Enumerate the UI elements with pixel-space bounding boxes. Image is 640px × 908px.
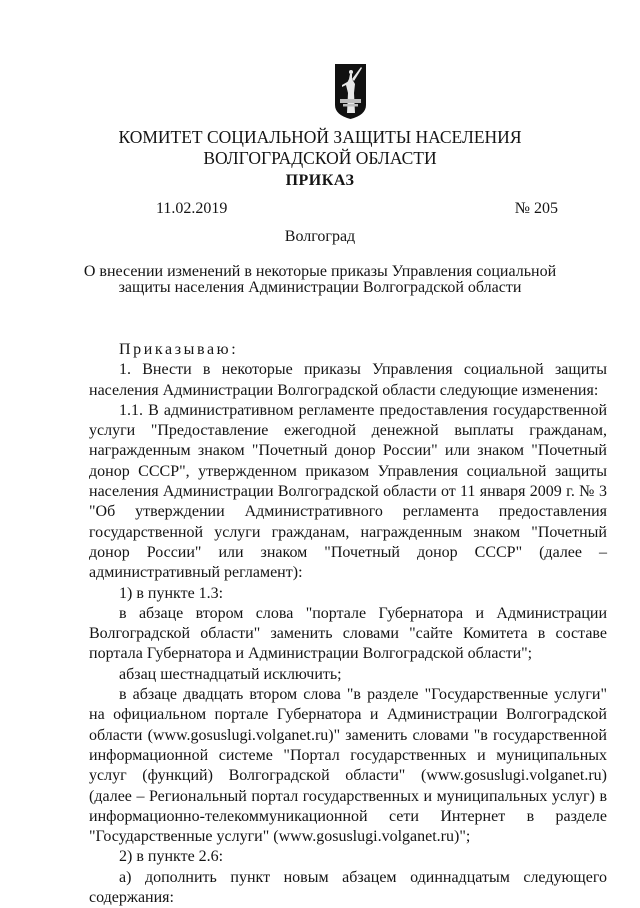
paragraph: в абзаце двадцать втором слова "в разделе "Государственные услуги" на официальном портале Губернатора и Администрации Волгоградской области (www.gosuslugi.volganet.ru)" заменить словами "в государственной информационной системе "Портал государственных и муниципальных услуг (функций) Волгоградской области" (www.gosuslugi.volganet.ru) (далее – Региональный портал государственных и муниципальных услуг) в информационно-телекоммуникационной сети Интернет в разделе "Государственные услуги" (www.gosuslugi.volganet.ru)"; [89,686,607,846]
volgograd-coat-of-arms-icon [334,63,367,120]
paragraph: а) дополнить пункт новым абзацем одиннадцатым следующего содержания: [89,868,607,907]
city-name: Волгоград [284,228,356,245]
order-date: 11.02.2019 [156,200,228,217]
order-number: № 205 [514,200,558,217]
subject-line-2: защиты населения Администрации Волгоградской области [118,279,522,296]
order-body [89,340,607,908]
org-name-line-2: ВОЛГОГРАДСКОЙ ОБЛАСТИ [203,148,437,168]
paragraph: 1.1. В административном регламенте предоставления государственной услуги "Предоставление ежегодной денежной выплаты гражданам, награжденным знаком "Почетный донор России" или знаком "Почетный донор СССР", утвержденном приказом Управления социальной защиты населения Администрации Волгоградской области от 11 января 2009 г. № 3 "Об утверждении Административного регламента предоставления государственной услуги гражданам, награжденным знаком "Почетный донор России" или знаком "Почетный донор СССР" (далее – административный регламент): [89,401,607,582]
paragraph: абзац шестнадцатый исключить; [119,665,342,683]
paragraph: 2) в пункте 2.6: [119,848,224,866]
subject-line-1: О внесении изменений в некоторые приказы Управления социальной [83,263,557,280]
paragraph: 1) в пункте 1.3: [119,584,224,602]
document-type-title: ПРИКАЗ [285,172,355,189]
paragraph: 1. Внести в некоторые приказы Управления социальной защиты населения Администрации Волгоградской области следующие изменения: [89,361,607,399]
order-verb: Приказываю: [119,341,239,358]
paragraph: в абзаце втором слова "портале Губернатора и Администрации Волгоградской области" заменить словами "сайте Комитета в составе портала Губернатора и Администрации Волгоградской области"; [89,604,607,663]
org-name-line-1: КОМИТЕТ СОЦИАЛЬНОЙ ЗАЩИТЫ НАСЕЛЕНИЯ [118,127,522,147]
